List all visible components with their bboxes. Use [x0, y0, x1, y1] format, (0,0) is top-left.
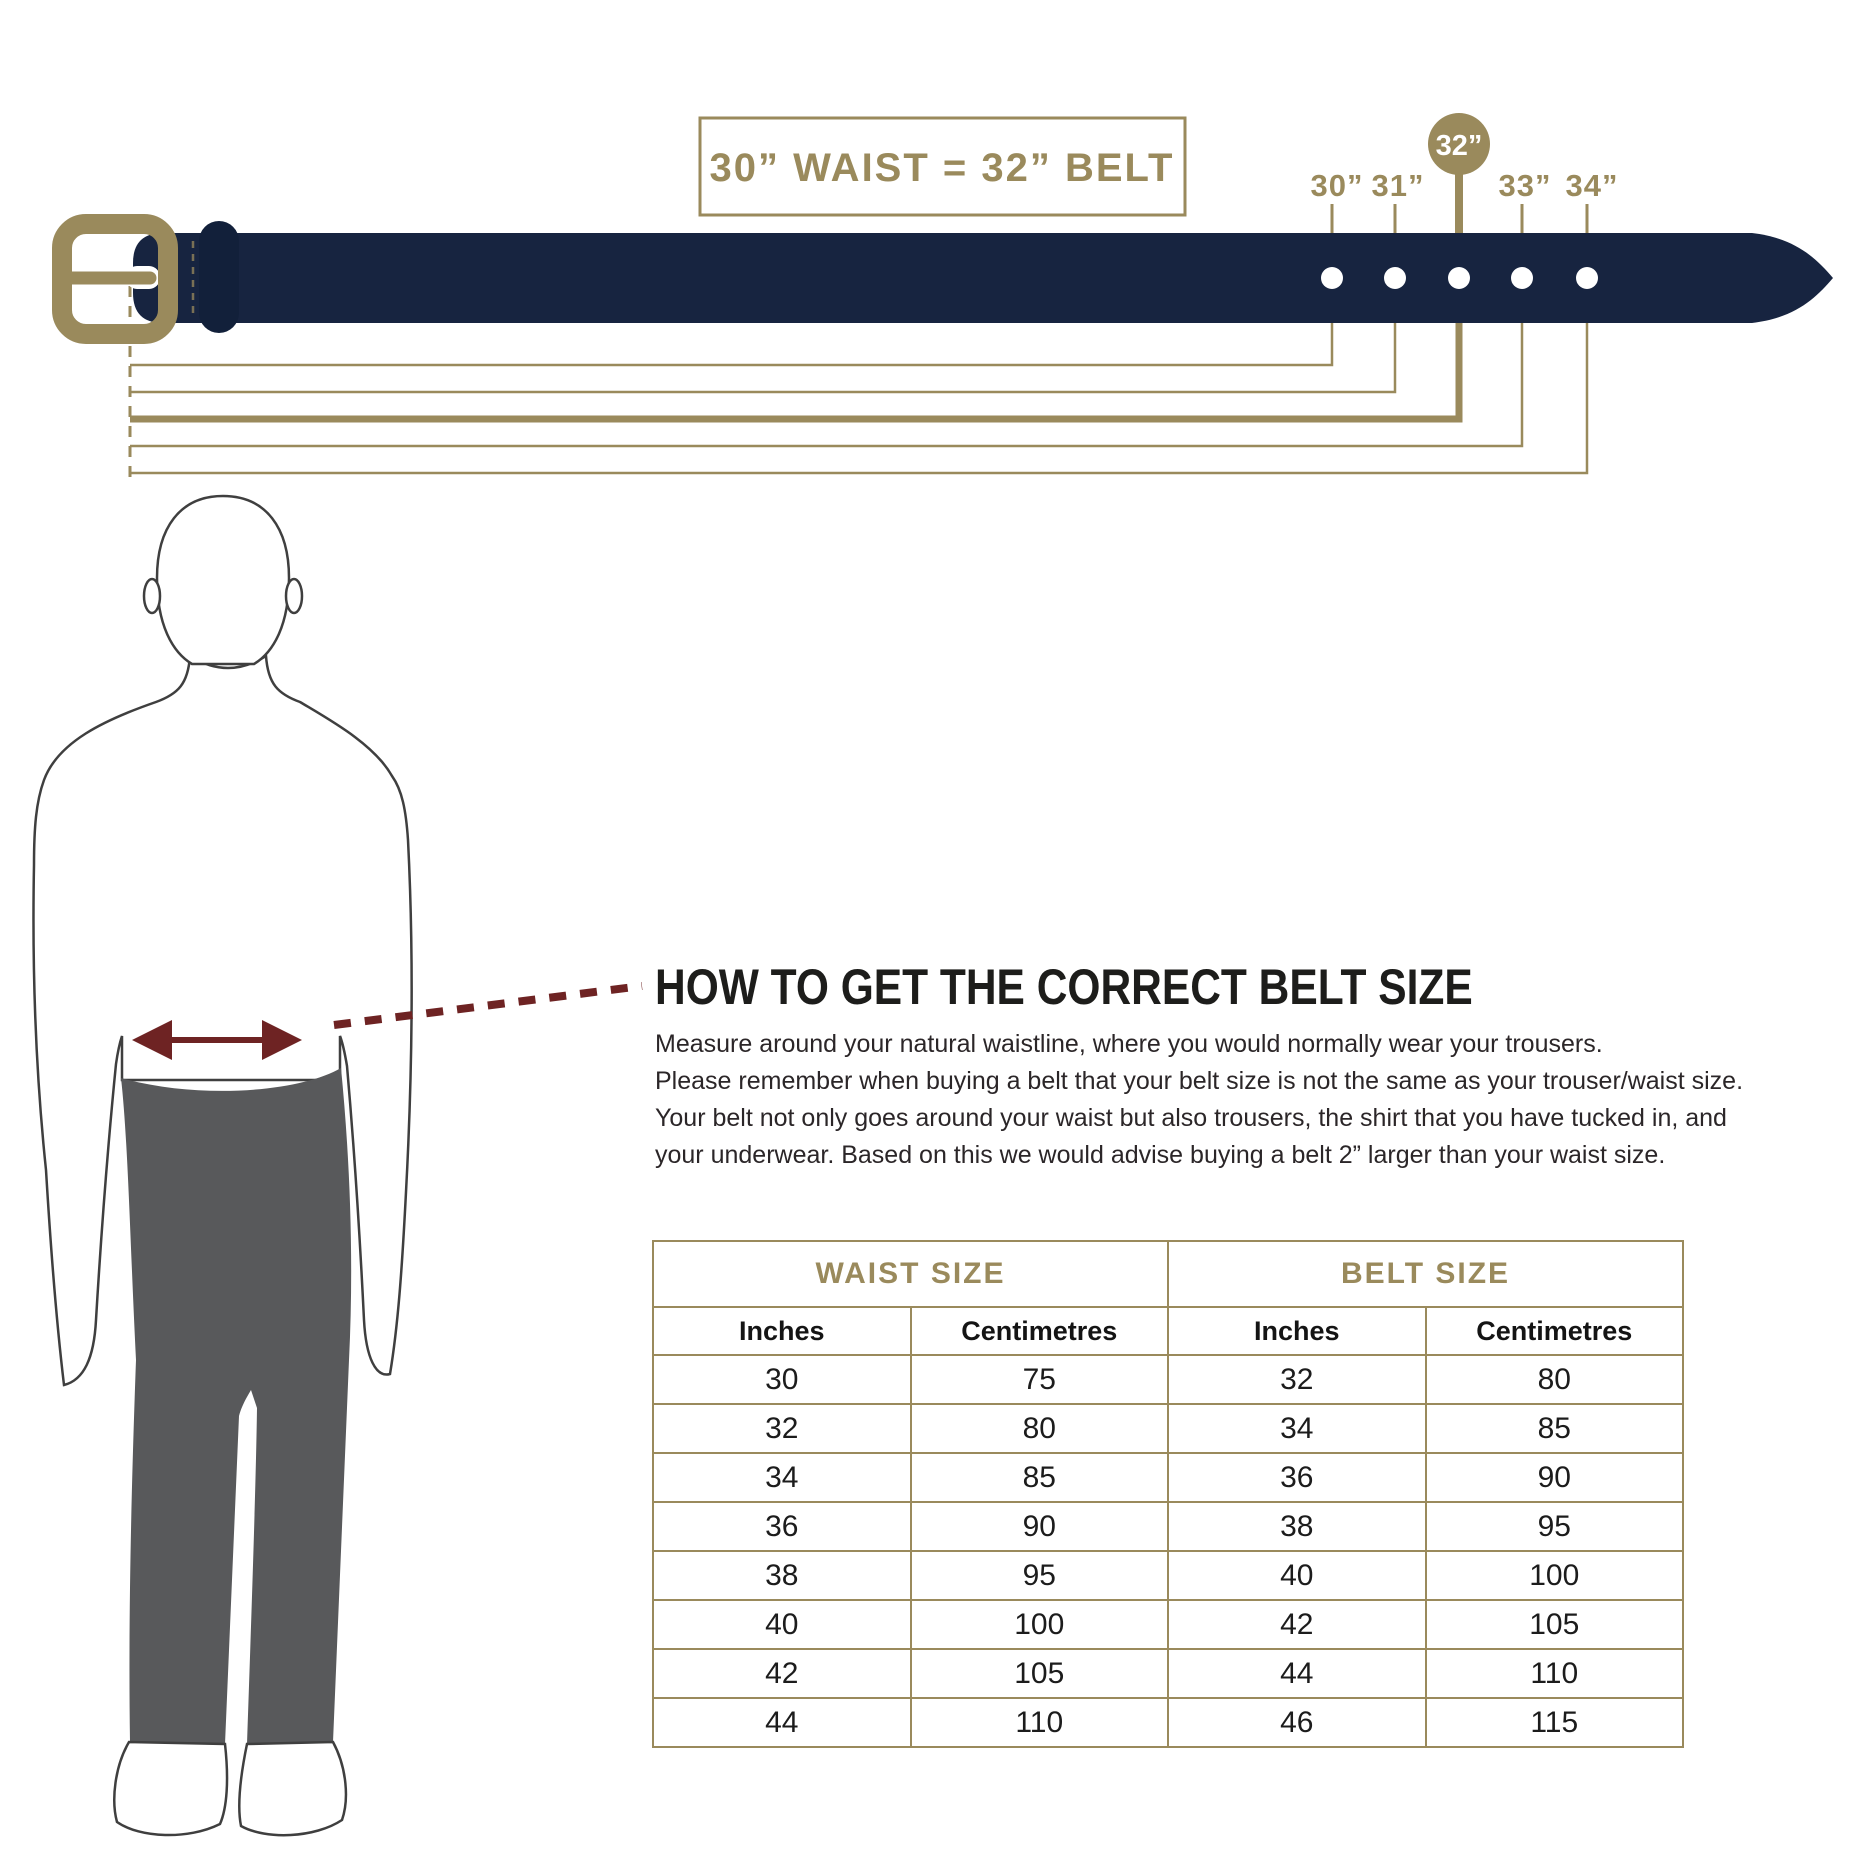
measurement-line-33: [130, 323, 1522, 446]
table-cell: 40: [1168, 1551, 1426, 1600]
belt-keeper: [199, 221, 239, 333]
pointer-dashed-line: [334, 986, 642, 1025]
table-cell: 40: [653, 1600, 911, 1649]
trousers: [121, 1068, 351, 1744]
waist-inches-header: Inches: [653, 1307, 911, 1355]
table-cell: 85: [911, 1453, 1169, 1502]
table-cell: 38: [1168, 1502, 1426, 1551]
table-cell: 95: [1426, 1502, 1684, 1551]
howto-line: your underwear. Based on this we would advise buying a belt 2” larger than your waist size.: [655, 1141, 1666, 1169]
belt-hole-32: [1448, 267, 1470, 289]
table-cell: 80: [911, 1404, 1169, 1453]
table-cell: 105: [1426, 1600, 1684, 1649]
size-table-body: [653, 1355, 1683, 1747]
table-row: [653, 1551, 1683, 1600]
waist-cm-header: Centimetres: [911, 1307, 1169, 1355]
size-conversion-table: [652, 1240, 1684, 1748]
column-header-row: [653, 1307, 1683, 1355]
table-row: [653, 1502, 1683, 1551]
belt-cm-header: Centimetres: [1426, 1307, 1684, 1355]
howto-heading: HOW TO GET THE CORRECT BELT SIZE: [655, 959, 1473, 1015]
table-cell: 38: [653, 1551, 911, 1600]
belt-hole-33: [1511, 267, 1533, 289]
size-label-30: 30”: [1310, 168, 1364, 203]
belt-inches-header: Inches: [1168, 1307, 1426, 1355]
table-cell: 32: [1168, 1355, 1426, 1404]
left-ear: [144, 579, 160, 613]
belt-size-group-header: BELT SIZE: [1168, 1241, 1683, 1307]
table-cell: 46: [1168, 1698, 1426, 1747]
belt-diagram: [0, 0, 1874, 500]
equation-label: 30” WAIST = 32” BELT: [709, 146, 1175, 190]
waist-arrow-right-head: [262, 1020, 302, 1060]
belt-hole-30: [1321, 267, 1343, 289]
table-cell: 44: [1168, 1649, 1426, 1698]
table-cell: 32: [653, 1404, 911, 1453]
right-ear: [286, 579, 302, 613]
belt-hole-31: [1384, 267, 1406, 289]
waist-arrow-left-head: [132, 1020, 172, 1060]
left-shoe: [114, 1742, 227, 1835]
size-label-32: 32”: [1435, 130, 1483, 162]
table-row: [653, 1698, 1683, 1747]
table-cell: 90: [911, 1502, 1169, 1551]
table-cell: 100: [911, 1600, 1169, 1649]
table-cell: 75: [911, 1355, 1169, 1404]
table-cell: 110: [911, 1698, 1169, 1747]
measurement-line-30: [130, 323, 1332, 365]
table-cell: 36: [653, 1502, 911, 1551]
table-cell: 105: [911, 1649, 1169, 1698]
measurement-line-32: [130, 323, 1459, 419]
table-cell: 85: [1426, 1404, 1684, 1453]
table-cell: 30: [653, 1355, 911, 1404]
howto-line: Please remember when buying a belt that your belt size is not the same as your trouser/waist size.: [655, 1067, 1744, 1095]
size-label-34: 34”: [1565, 168, 1619, 203]
table-row: [653, 1453, 1683, 1502]
table-row: [653, 1355, 1683, 1404]
right-shoe: [239, 1742, 346, 1835]
table-row: [653, 1404, 1683, 1453]
howto-line: Your belt not only goes around your waist but also trousers, the shirt that you have tucked in, and: [655, 1104, 1727, 1132]
table-cell: 95: [911, 1551, 1169, 1600]
table-cell: 34: [653, 1453, 911, 1502]
table-row: [653, 1600, 1683, 1649]
howto-paragraph: [655, 1026, 1743, 1174]
figure-diagram: [0, 480, 700, 1874]
size-label-31: 31”: [1371, 168, 1425, 203]
table-cell: 42: [653, 1649, 911, 1698]
table-cell: 110: [1426, 1649, 1684, 1698]
howto-line: Measure around your natural waistline, where you would normally wear your trousers.: [655, 1030, 1603, 1058]
table-cell: 34: [1168, 1404, 1426, 1453]
group-header-row: [653, 1241, 1683, 1307]
measurement-line-31: [130, 323, 1395, 392]
belt-hole-34: [1576, 267, 1598, 289]
table-cell: 44: [653, 1698, 911, 1747]
man-head: [157, 496, 289, 664]
size-label-33: 33”: [1498, 168, 1552, 203]
table-cell: 42: [1168, 1600, 1426, 1649]
man-silhouette-body: [34, 656, 412, 1385]
waist-size-group-header: WAIST SIZE: [653, 1241, 1168, 1307]
table-cell: 80: [1426, 1355, 1684, 1404]
table-row: [653, 1649, 1683, 1698]
table-cell: 36: [1168, 1453, 1426, 1502]
measurement-line-34: [130, 323, 1587, 473]
table-cell: 100: [1426, 1551, 1684, 1600]
table-cell: 90: [1426, 1453, 1684, 1502]
table-cell: 115: [1426, 1698, 1684, 1747]
